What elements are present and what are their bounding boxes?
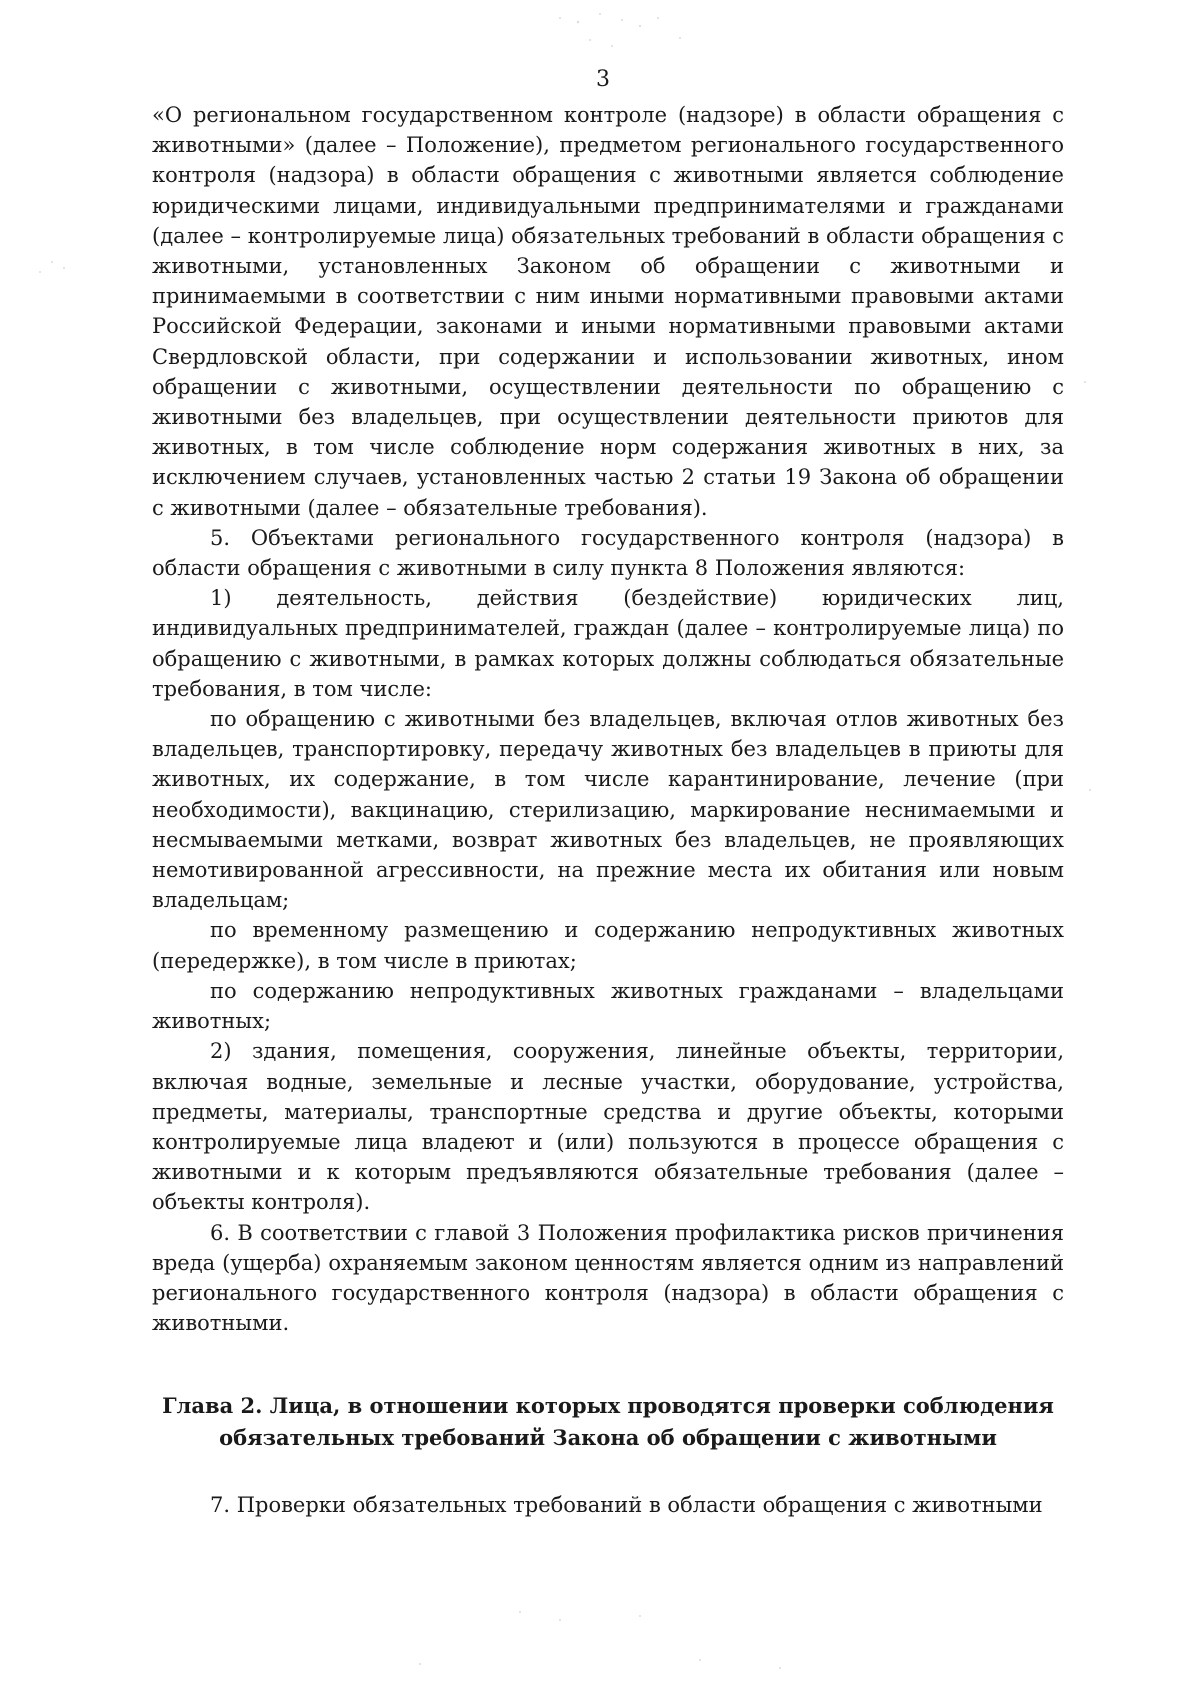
paragraph-5-item-1-a: по обращению с животными без владельцев, включая отлов животных без владельцев, транспортировку, передачу животных без владельцев в приюты для животных, их содержание, в том числе карантинирование, лечение (при необходимости), вакцинацию, стерилизацию, маркирование неснимаемыми и несмываемыми метками, возврат животных без владельцев, не проявляющих немотивированной агрессивности, на прежние места их обитания или новым владельцам;: [152, 707, 1064, 913]
paragraph-5-item-1-c: по содержанию непродуктивных животных гражданами – владельцами животных;: [152, 978, 1064, 1034]
paragraph-5: 5. Объектами регионального государственного контроля (надзора) в области обращения с животными в силу пункта 8 Положения являются:: [152, 525, 1064, 581]
paragraph-4-continuation: «О региональном государственном контроле (надзоре) в области обращения с животными» (далее – Положение), предметом регионального государственного контроля (надзора) в области обращения с животными является соблюдение юридическими лицами, индивидуальными предпринимателями и гражданами (далее – контролируемые лица) обязательных требований в области обращения с животными, установленных Законом об обращении с животными и принимаемыми в соответствии с ним иными нормативными правовыми актами Российской Федерации, законами и иными нормативными правовыми актами Свердловской области, при содержании и использовании животных, ином обращении с животными, осуществлении деятельности по обращению с животными без владельцев, при осуществлении деятельности приютов для животных, в том числе соблюдение норм содержания животных в них, за исключением случаев, установленных частью 2 статьи 19 Закона об обращении с животными (далее – обязательные требования).: [152, 103, 1065, 520]
chapter-2-heading: [152, 1390, 1064, 1454]
paragraph-5-item-1-b: по временному размещению и содержанию непродуктивных животных (передержке), в том числе в приютах;: [152, 918, 1064, 973]
chapter-heading-line-2: обязательных требований Закона об обращении с животными: [219, 1425, 997, 1451]
chapter-heading-line-1: Глава 2. Лица, в отношении которых проводятся проверки соблюдения: [162, 1393, 1054, 1419]
paragraph-6: 6. В соответствии с главой 3 Положения профилактика рисков причинения вреда (ущерба) охраняемым законом ценностям является одним из направлений регионального государственного контроля (надзора) в области обращения с животными.: [152, 1220, 1064, 1336]
page-number: 3: [596, 67, 610, 92]
paragraph-7: 7. Проверки обязательных требований в области обращения с животными: [210, 1493, 1043, 1518]
paragraph-5-item-1: 1) деятельность, действия (бездействие) юридических лиц, индивидуальных предпринимателей, граждан (далее – контролируемые лица) по обращению с животными, в рамках которых должны соблюдаться обязательные требования, в том числе:: [152, 586, 1064, 701]
paragraph-5-item-2: 2) здания, помещения, сооружения, линейные объекты, территории, включая водные, земельные и лесные участки, оборудование, устройства, предметы, материалы, транспортные средства и другие объекты, которыми контролируемые лица владеют и (или) пользуются в процессе обращения с животными и к которым предъявляются обязательные требования (далее – объекты контроля).: [152, 1039, 1064, 1215]
document-page: [152, 60, 1064, 1521]
